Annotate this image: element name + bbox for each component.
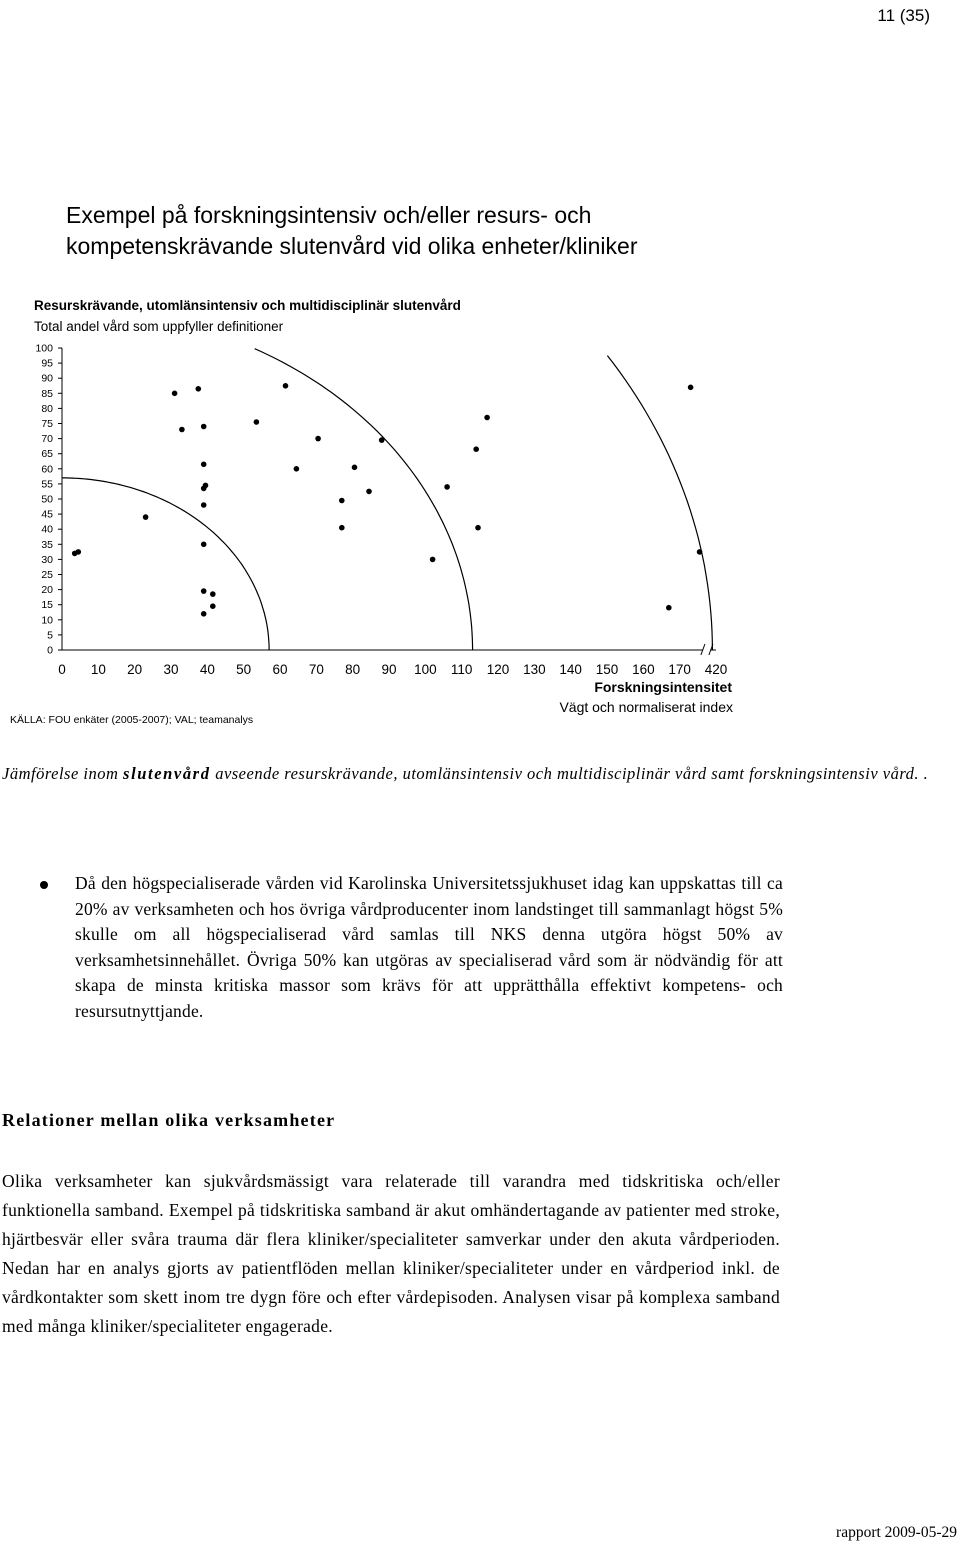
data-point <box>697 549 703 555</box>
reference-curve <box>62 478 269 650</box>
y-tick-label: 70 <box>41 433 53 446</box>
x-tick-label: 170 <box>668 662 691 677</box>
data-point <box>283 383 289 389</box>
data-point <box>210 591 216 597</box>
y-tick-label: 10 <box>41 614 53 627</box>
data-point <box>473 446 479 452</box>
x-tick-label: 120 <box>486 662 510 677</box>
chart-source: KÄLLA: FOU enkäter (2005-2007); VAL; teamanalys <box>10 714 254 726</box>
x-tick-label: 70 <box>308 662 324 677</box>
bullet-paragraph: Då den högspecialiserade vården vid Karolinska Universitetssjukhuset idag kan uppskattas till ca 20% av verksamheten och hos övriga vårdproducenter inom landstinget till sammanlagt högst 5% skulle om all högspecialiserad vård samlas till NKS denna utgöra högst 50% av verksamhetsinnehållet. Övriga 50% kan utgöras av specialiserad vård som är nödvändig för att skapa de minsta kritiska massor som krävs för att upprätthålla effektivt kompetens- och resursutnyttjande. <box>75 873 783 1021</box>
data-point <box>315 436 321 442</box>
data-point <box>201 424 207 430</box>
data-point <box>484 415 490 421</box>
subsection-heading: Relationer mellan olika verksamheter <box>2 1110 336 1130</box>
data-point <box>294 466 300 472</box>
data-points <box>72 383 703 617</box>
data-point <box>172 391 178 397</box>
x-tick-label: 90 <box>381 662 397 677</box>
bullet-icon <box>40 881 48 889</box>
x-axis-sublabel: Vägt och normaliserat index <box>559 699 733 715</box>
data-point <box>201 588 207 594</box>
data-point <box>379 437 385 443</box>
reference-curve <box>255 349 473 650</box>
y-tick-label: 30 <box>41 553 53 566</box>
y-tick-label: 90 <box>41 372 53 385</box>
x-tick-label: 140 <box>559 662 582 677</box>
caption-emphasis: slutenvård <box>123 764 211 783</box>
x-tick-label: 20 <box>127 662 143 677</box>
caption-text-start: Jämförelse inom <box>2 764 124 783</box>
y-axis-ticks <box>35 343 62 657</box>
data-point <box>201 611 207 617</box>
y-tick-label: 45 <box>41 508 53 521</box>
data-point <box>666 605 672 611</box>
y-tick-label: 55 <box>41 478 53 491</box>
data-point <box>143 514 149 520</box>
data-point <box>352 465 358 471</box>
y-tick-label: 100 <box>35 342 53 355</box>
chart-subtitle: Total andel vård som uppfyller definitioner <box>34 319 284 334</box>
y-tick-label: 95 <box>41 357 53 370</box>
data-point <box>201 486 207 492</box>
y-tick-label: 0 <box>47 644 53 657</box>
caption-text-end: avseende resurskrävande, utomlänsintensiv och multidisciplinär vård samt forskningsintensiv vård. . <box>210 764 929 783</box>
section-title-line-1: Exempel på forskningsintensiv och/eller resurs- och <box>66 202 592 228</box>
data-point <box>201 462 207 468</box>
x-tick-label: 10 <box>90 662 106 677</box>
x-tick-label: 130 <box>523 662 546 677</box>
y-tick-label: 65 <box>41 448 53 461</box>
chart-axes <box>62 348 716 655</box>
y-tick-label: 75 <box>41 418 53 430</box>
data-point <box>366 489 372 495</box>
x-axis-ticks <box>58 662 727 677</box>
y-tick-label: 25 <box>41 569 53 581</box>
data-point <box>201 502 207 508</box>
data-point <box>210 603 216 609</box>
x-tick-label: 160 <box>632 662 655 677</box>
footer-date: rapport 2009-05-29 <box>836 1524 957 1541</box>
y-tick-label: 15 <box>41 599 53 612</box>
section-title-line-2: kompetenskrävande slutenvård vid olika enheter/kliniker <box>66 233 638 259</box>
x-tick-label: 80 <box>345 662 361 677</box>
x-axis-label: Forskningsintensitet <box>594 679 732 695</box>
y-tick-label: 5 <box>47 629 53 642</box>
chart-title: Resurskrävande, utomlänsintensiv och multidisciplinär slutenvård <box>34 298 461 313</box>
data-point <box>475 525 481 531</box>
y-tick-label: 80 <box>41 402 53 415</box>
data-point <box>254 419 260 425</box>
x-tick-label: 100 <box>414 662 437 677</box>
data-point <box>444 484 450 490</box>
reference-curves <box>62 349 712 650</box>
data-point <box>76 549 82 555</box>
x-tick-label: 30 <box>163 662 179 677</box>
reference-curve <box>607 356 712 650</box>
x-tick-label: 420 <box>704 662 728 677</box>
scatter-chart <box>0 0 960 740</box>
y-tick-label: 85 <box>41 387 53 400</box>
y-tick-label: 20 <box>41 584 53 597</box>
x-tick-label: 60 <box>272 662 288 677</box>
data-point <box>339 498 345 504</box>
x-tick-label: 40 <box>199 662 215 677</box>
body-paragraph: Olika verksamheter kan sjukvårdsmässigt vara relaterade till varandra med tidskritiska och/eller funktionella samband. Exempel på tidskritiska samband är akut omhändertagande av patienter med stroke, hjärtbesvär eller svåra trauma där flera kliniker/specialiteter samverkar under den akuta vårdperioden. Nedan har en analys gjorts av patientflöden mellan kliniker/specialiteter under en vårdperiod inkl. de vårdkontakter som skett inom tre dygn före och efter vårdepisoden. Analysen visar på komplexa samband med många kliniker/specialiteter engagerade. <box>2 1171 780 1336</box>
data-point <box>196 386 202 392</box>
data-point <box>688 385 694 391</box>
data-point <box>201 542 207 548</box>
x-tick-label: 150 <box>595 662 619 677</box>
x-tick-label: 50 <box>236 662 252 677</box>
data-point <box>339 525 345 531</box>
data-point <box>430 557 436 563</box>
y-tick-label: 40 <box>41 523 53 536</box>
y-tick-label: 60 <box>41 463 53 476</box>
page-number: 11 (35) <box>877 6 930 25</box>
y-tick-label: 35 <box>41 538 53 551</box>
y-tick-label: 50 <box>41 493 53 506</box>
x-tick-label: 0 <box>58 662 66 677</box>
x-tick-label: 110 <box>450 662 473 677</box>
chart-caption <box>2 760 942 787</box>
data-point <box>179 427 185 433</box>
